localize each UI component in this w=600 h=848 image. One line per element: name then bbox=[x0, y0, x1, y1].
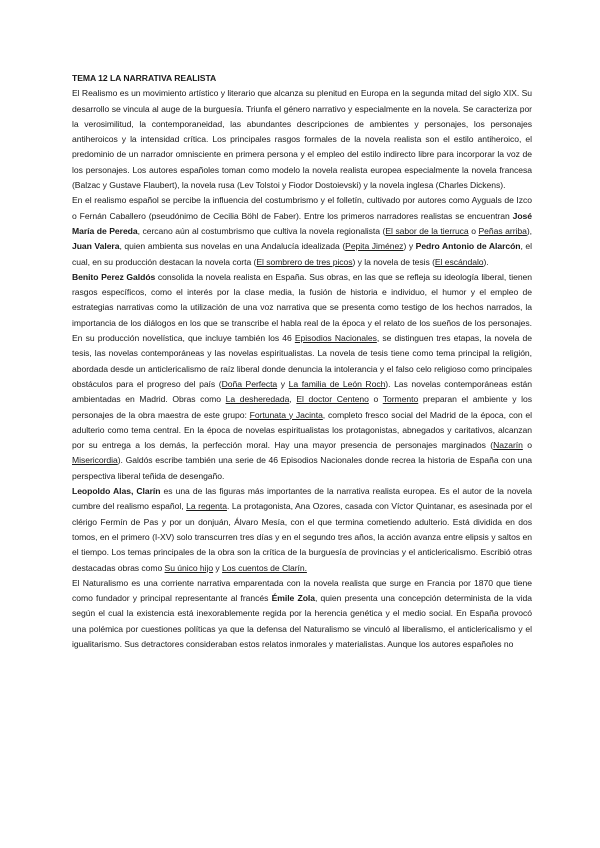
paragraph-galdos: Benito Perez Galdós consolida la novela realista en España. Sus obras, en las que se refleja su ideología liberal, tienen rasgos específicos, como el interés por la clase media, la fusión de historia e individuo, el humor y el empleo de estrategias narrativas como la utilización de una voz narrativa que se presenta como testigo de los hechos narrados, la importancia de los diálogos en los que se transcribe el habla real de la época y el relato de los sueños de los personajes. En su producción novelística, que incluye también los 46 Episodios Nacionales, se distinguen tres etapas, la novela de tesis, las novelas contemporáneas y las novelas espiritualistas. La novela de tesis tiene como tema principal la religión, abordada desde un anticlericalismo de raíz liberal donde denuncia la intolerancia y el falso celo religioso como principales obstáculos para el progreso del país (Doña Perfecta y La familia de León Roch). Las novelas contemporáneas están ambientadas en Madrid. Obras como La desheredada, El doctor Centeno o Tormento preparan el ambiente y los personajes de la obra maestra de este grupo: Fortunata y Jacinta, completo fresco social del Madrid de la época, con el adulterio como tema central. En la época de novelas espiritualistas los protagonistas, abnegados y caritativos, alcanzan por su entrega a los demás, la perfección moral. Hay una mayor presencia de personajes marginados (Nazarín o Misericordia). Galdós escribe también una serie de 46 Episodios Nacionales donde recrea la historia de España con una perspectiva liberal teñida de desengaño. bbox=[72, 271, 533, 481]
author-valera: Juan Valera bbox=[72, 241, 120, 252]
work-el-sabor-de-la-tierruca: El sabor de la tierruca bbox=[385, 225, 469, 236]
work-los-cuentos-de-clarin: Los cuentos de Clarín. bbox=[222, 562, 307, 573]
work-penas-arriba: Peñas arriba bbox=[478, 225, 527, 236]
work-fortunata-y-jacinta: Fortunata y Jacinta bbox=[249, 409, 323, 420]
work-el-doctor-centeno: El doctor Centeno bbox=[296, 394, 369, 405]
work-nazarin: Nazarín bbox=[493, 440, 523, 451]
author-galdos: Benito Perez Galdós bbox=[72, 271, 156, 282]
work-su-unico-hijo: Su único hijo bbox=[164, 562, 214, 573]
paragraph-clarin: Leopoldo Alas, Clarín es una de las figuras más importantes de la narrativa realista europea. Es el autor de la novela cumbre del realismo español, La regenta. La protagonista, Ana Ozores, casada con Víctor Quintanar, es asesinada por el clérigo Fermín de Pas y por un donjuán, Álvaro Mesía, con el que termina cometiendo adulterio. Está dividida en dos tomos, en el primero (I-XV) solo transcurren tres días y en el segundo tres años, la acción avanza entre elipsis y saltos en el tiempo. Los temas principales de la obra son la crítica de la burguesía de provincias y el anticlericalismo. Escribió otras destacadas obras como Su único hijo y Los cuentos de Clarín. bbox=[72, 486, 532, 573]
work-la-familia-de-leon-roch: La familia de León Roch bbox=[288, 378, 386, 389]
work-la-regenta: La regenta bbox=[186, 501, 227, 512]
work-misericordia: Misericordia bbox=[72, 455, 118, 466]
paragraph-realismo-espanol: En el realismo español se percibe la influencia del costumbrismo y el folletín, cultivado por autores como Ayguals de Izco o Fernán Caballero (pseudónimo de Cecilia Böhl de Faber). Entre los primeros narradores realistas se encuentran José María de Pereda, cercano aún al costumbrismo que cultiva la novela regionalista (El sabor de la tierruca o Peñas arriba), Juan Valera, quien ambienta sus novelas en una Andalucía idealizada (Pepita Jiménez) y Pedro Antonio de Alarcón, el cual, en su producción destacan la novela corta (El sombrero de tres picos) y la novela de tesis (El escándalo). bbox=[72, 195, 532, 267]
work-la-desheredada: La desheredada bbox=[225, 394, 290, 405]
work-dona-perfecta: Doña Perfecta bbox=[221, 378, 278, 389]
document-title: TEMA 12 LA NARRATIVA REALISTA bbox=[72, 73, 217, 83]
author-alarcon: Pedro Antonio de Alarcón bbox=[415, 241, 521, 252]
document-page bbox=[72, 71, 532, 652]
author-clarin: Leopoldo Alas, Clarín bbox=[72, 486, 161, 497]
work-tormento: Tormento bbox=[382, 394, 419, 405]
author-pereda: José María de Pereda bbox=[72, 210, 532, 236]
work-pepita-jimenez: Pepita Jiménez bbox=[345, 241, 404, 252]
paragraph-naturalismo: El Naturalismo es una corriente narrativa emparentada con la novela realista que surge en Francia por 1870 que tiene como fundador y principal representante al francés Émile Zola, quien presenta una concepción determinista de la vida según el cual la existencia está inexorablemente regida por la herencia genética y el medio social. En España provocó una polémica por cuestiones políticas ya que la defensa del Naturalismo se vinculó al liberalismo, el anticlericalismo y el igualitarismo. Sus detractores consideraban estos relatos inmorales y materialistas. Aunque los autores españoles no bbox=[72, 577, 533, 649]
author-zola: Émile Zola bbox=[271, 593, 315, 604]
work-el-sombrero-de-tres-picos: El sombrero de tres picos bbox=[256, 256, 353, 267]
work-el-escandalo: El escándalo bbox=[434, 256, 484, 267]
paragraph-realismo-intro: El Realismo es un movimiento artístico y literario que alcanza su plenitud en Europa en la segunda mitad del siglo XIX. Su desarrollo se vincula al auge de la burguesía. Triunfa el género narrativo y especialmente en la novela. Se caracteriza por la verosimilitud, la contemporaneidad, las abundantes descripciones de ambientes y personajes, los personajes antiheroicos y la intensidad crítica. Los principales rasgos formales de la novela realista son el estilo antiheroico, el predominio de un narrador omnisciente en primera persona y el empleo del estilo indirecto libre para incorporar la voz de los personajes. Los autores españoles toman como modelo la novela realista europea especialmente la novela francesa (Balzac y Gustave Flaubert), la novela rusa (Lev Tolstoi y Fiodor Dostoievski) y la novela inglesa (Charles Dickens). bbox=[72, 88, 532, 191]
work-episodios-nacionales: Episodios Nacionales bbox=[294, 333, 377, 344]
